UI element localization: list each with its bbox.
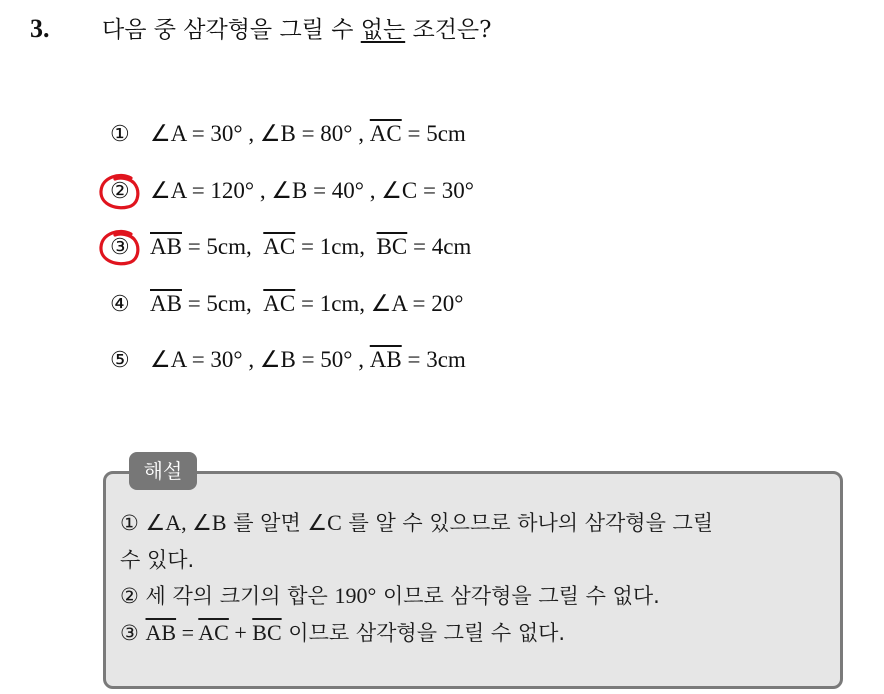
explanation-text: 이므로 삼각형을 그릴 수 없다. (376, 584, 660, 608)
option-2[interactable] (110, 163, 474, 220)
option-number: ② (110, 177, 130, 203)
answer-options (110, 106, 474, 389)
segment-name-overlined: $\overline{BC}$ (252, 619, 282, 645)
explanation-text: 190° (334, 583, 377, 608)
option-text: = 1cm, ∠A = 20° (295, 290, 464, 316)
segment-name-overlined: $\overline{BC}$ (376, 234, 408, 260)
option-text: = 5cm, (181, 290, 264, 316)
explanation-text: ① (120, 511, 146, 535)
question-text-after: 조건은? (405, 17, 492, 43)
segment-name-overlined: $\overline{AC}$ (263, 234, 296, 260)
option-number: ③ (110, 234, 130, 260)
segment-name-overlined: $\overline{AB}$ (150, 234, 182, 260)
option-text: = 5cm, (181, 234, 264, 260)
explanation-text: 수 있다. (120, 547, 195, 572)
segment-name-overlined: $\overline{AB}$ (369, 347, 402, 373)
explanation-line (120, 578, 835, 615)
option-text: = 5cm (401, 121, 466, 147)
explanation-line (120, 615, 835, 652)
option-4[interactable] (110, 276, 474, 333)
option-text: = 1cm, (295, 234, 377, 260)
segment-name-overlined: $\overline{AB}$ (150, 290, 182, 316)
explanation-text: 를 알 수 있으므로 하나의 삼각형을 그릴 (341, 511, 714, 535)
option-text: ∠A = 120° , ∠B = 40° , ∠C = 30° (150, 177, 474, 203)
explanation-text: 이므로 삼각형을 그릴 수 없다. (281, 620, 566, 645)
red-circle-mark-icon (98, 229, 146, 267)
explanation-text: = (176, 619, 199, 645)
option-1[interactable] (110, 106, 474, 163)
option-text: ∠A = 30° , ∠B = 80° , (150, 121, 370, 147)
explanation-text: ∠C (307, 510, 342, 535)
explanation-line (120, 542, 835, 579)
explanation-text: ③ (120, 620, 146, 645)
explanation-content (120, 505, 835, 651)
option-text: = 3cm (401, 347, 466, 373)
option-text: ∠A = 30° , ∠B = 50° , (150, 347, 370, 373)
explanation-text: 를 알면 (226, 511, 308, 535)
option-number: ④ (110, 290, 130, 316)
option-number: ① (110, 121, 130, 147)
explanation-text: ② 세 각의 크기의 합은 (120, 584, 335, 608)
segment-name-overlined: $\overline{AC}$ (198, 619, 229, 645)
red-circle-mark-icon (98, 173, 146, 211)
option-5[interactable] (110, 332, 474, 389)
segment-name-overlined: $\overline{AC}$ (263, 290, 296, 316)
question-number: 3. (30, 14, 50, 43)
option-3[interactable] (110, 219, 474, 276)
segment-name-overlined: $\overline{AC}$ (369, 121, 402, 147)
segment-name-overlined: $\overline{AB}$ (145, 619, 177, 645)
question-text-underlined: 없는 (360, 17, 406, 43)
question-text-before: 다음 중 삼각형을 그릴 수 (102, 17, 361, 43)
explanation-line (120, 505, 835, 542)
explanation-text: ∠A, ∠B (145, 510, 227, 535)
option-number: ⑤ (110, 347, 130, 373)
explanation-tag: 해설 (129, 452, 197, 490)
option-text: = 4cm (407, 234, 472, 260)
question-stem (30, 12, 491, 47)
explanation-text: + (228, 619, 253, 645)
